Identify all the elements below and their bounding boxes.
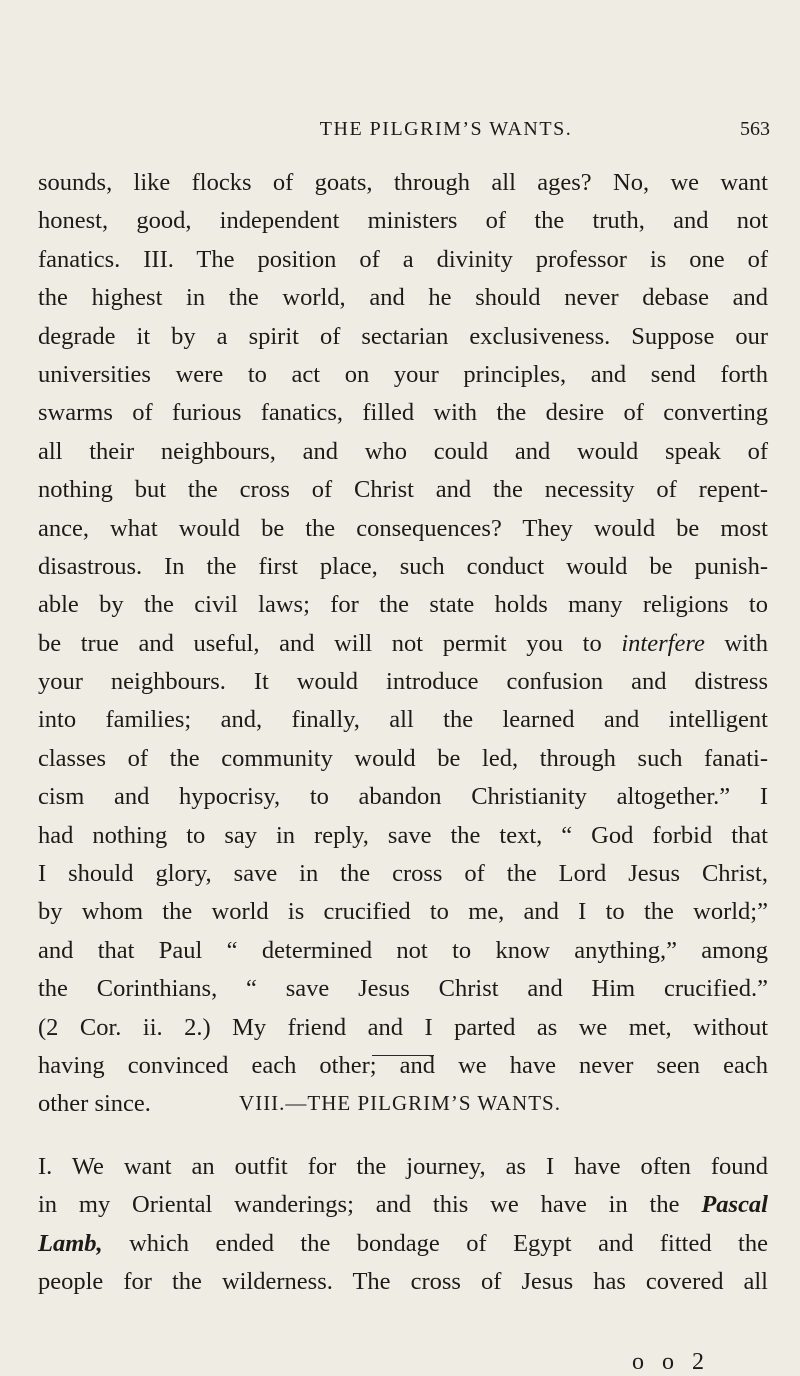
text-line: by whom the world is crucified to me, and I to the world;”	[38, 898, 768, 926]
text-line: all their neighbours, and who could and would speak of	[38, 437, 768, 465]
text-line: I should glory, save in the cross of the Lord Jesus Christ,	[38, 860, 768, 888]
text-line-with-italic	[38, 1225, 768, 1263]
text-line: having convinced each other; and we have never seen each	[38, 1051, 768, 1079]
text-line-last: other since.	[38, 1090, 151, 1118]
italic-word: Lamb,	[38, 1229, 103, 1257]
paragraph-continuation	[38, 164, 768, 1124]
section-divider	[372, 1055, 434, 1056]
italic-word: Pascal	[701, 1191, 768, 1219]
text-line: ance, what would be the consequences? They would be most	[38, 514, 768, 542]
text-line: into families; and, finally, all the learned and intelligent	[38, 706, 768, 734]
text-segment: be true and useful, and will not permit you to	[38, 629, 622, 657]
text-line: classes of the community would be led, through such fanati-	[38, 744, 768, 772]
text-line: degrade it by a spirit of sectarian exclusiveness. Suppose our	[38, 322, 768, 350]
text-line: nothing but the cross of Christ and the necessity of repent-	[38, 476, 768, 504]
text-line: swarms of furious fanatics, filled with the desire of converting	[38, 399, 768, 427]
text-segment: with	[704, 629, 768, 657]
text-line: sounds, like flocks of goats, through all ages? No, we want	[38, 169, 768, 196]
text-line: cism and hypocrisy, to abandon Christianity altogether.” I	[38, 783, 768, 811]
signature-mark: o o 2	[632, 1349, 710, 1375]
text-line: honest, good, independent ministers of the truth, and not	[38, 207, 768, 235]
page-number: 563	[740, 118, 770, 140]
text-line: your neighbours. It would introduce confusion and distress	[38, 668, 768, 696]
italic-word: interfere	[621, 629, 705, 657]
text-line: people for the wilderness. The cross of Jesus has covered all	[38, 1268, 768, 1296]
text-line: had nothing to say in reply, save the text, “ God forbid that	[38, 821, 768, 849]
text-line: universities were to act on your principles, and send forth	[38, 360, 768, 388]
text-segment: in my Oriental wanderings; and this we have in the	[38, 1191, 702, 1219]
text-line-with-italic	[38, 625, 768, 663]
paragraph-section-start	[38, 1148, 768, 1302]
text-line: fanatics. III. The position of a divinity professor is one of	[38, 245, 768, 273]
running-title: THE PILGRIM’S WANTS.	[319, 118, 573, 140]
text-line: I. We want an outfit for the journey, as I have often found	[38, 1153, 768, 1180]
text-line: (2 Cor. ii. 2.) My friend and I parted as we met, without	[38, 1013, 768, 1041]
text-line: the Corinthians, “ save Jesus Christ and Him crucified.”	[38, 975, 768, 1003]
text-line-with-italic	[38, 1186, 768, 1224]
text-line: able by the civil laws; for the state holds many religions to	[38, 591, 768, 619]
running-head	[122, 118, 770, 144]
text-segment: which ended the bondage of Egypt and fitted the	[102, 1229, 768, 1257]
section-heading: VIII.—THE PILGRIM’S WANTS.	[239, 1091, 561, 1115]
text-line: disastrous. In the first place, such conduct would be punish-	[38, 552, 768, 580]
text-line: the highest in the world, and he should never debase and	[38, 284, 768, 312]
text-line: and that Paul “ determined not to know anything,” among	[38, 936, 768, 964]
